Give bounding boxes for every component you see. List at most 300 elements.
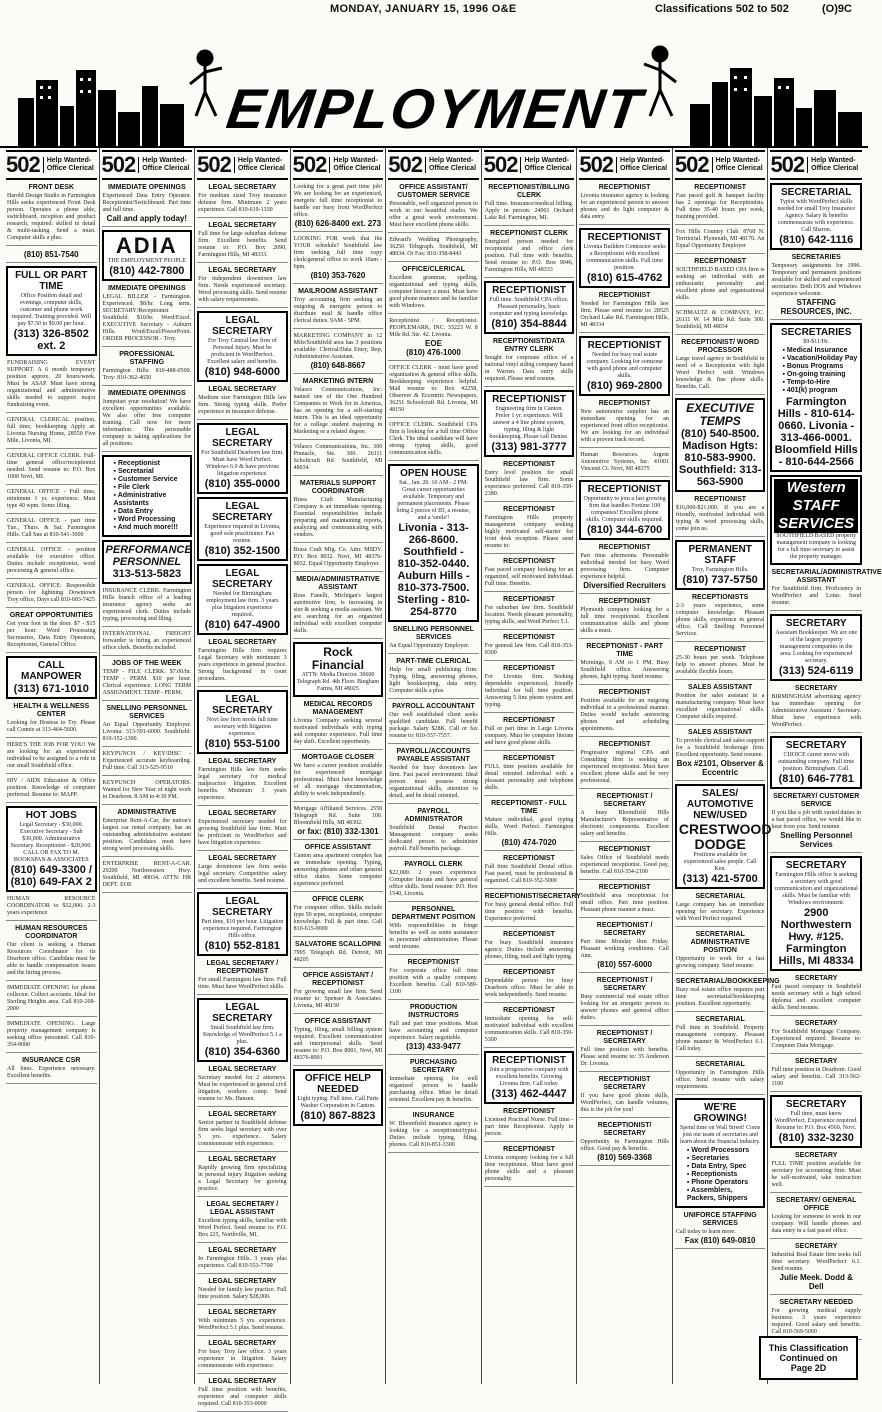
classified-ad — [579, 688, 670, 737]
ad-body: Livonia insurance agency is looking for an experienced person to answer phones and do light computer & data entry. — [580, 193, 669, 220]
ad-title: HOT JOBS — [25, 810, 77, 821]
ad-title: CALL MANPOWER — [20, 660, 82, 682]
ad-title: IMMEDIATE OPENINGS — [107, 285, 186, 292]
ad-title: FRONT DESK — [28, 184, 75, 191]
ad-title: RECEPTIONIST - FULL TIME — [491, 800, 567, 815]
classified-ad — [6, 777, 97, 803]
ad-title: SECRETARIAL — [695, 893, 745, 900]
classified-ad — [6, 1056, 97, 1084]
ad-body: Fast paced company looking for an organized, self motivated individual. Full time. Benefits. — [484, 567, 574, 587]
ad-body: Canton area apartment complex has an immediate opening. Typing, answering phones and other general office duties. Some computer experience preferred. — [293, 853, 383, 887]
ad-body: Immediate opening for well organized person to handle purchasing office. Must be detail oriented. Excellent pay & benefits. — [389, 1076, 478, 1103]
ad-body: Looking for a great part time job! We are looking for an experienced, energetic full time receptionist to handle our busy front WordPerfect office. — [293, 184, 383, 218]
classified-ad — [197, 497, 288, 561]
classified-ad — [197, 1065, 288, 1107]
section-header — [484, 150, 575, 180]
ad-title: UNIFORCE STAFFING SERVICES — [683, 1212, 757, 1227]
ad-title: RECEPTIONIST/DATA ENTRY CLERK — [493, 338, 566, 353]
classified-ad — [197, 998, 288, 1062]
classified-ad — [579, 399, 670, 448]
ad-title: MORTGAGE CLOSER — [301, 754, 375, 761]
ad-title: LEGAL SECRETARY — [208, 222, 277, 229]
classified-ad — [675, 1060, 766, 1095]
ad-title: LEGAL SECRETARY — [212, 427, 273, 449]
ad-phone: (810) 648-8667 — [310, 361, 366, 370]
ad-phone: (810) 354-8844 — [491, 318, 567, 330]
classified-ad — [102, 183, 193, 227]
ad-title: LEGAL SECRETARY — [212, 568, 273, 590]
ad-title: RECEPTIONIST — [503, 461, 555, 468]
ad-title: RECEPTIONIST / SECRETARY — [596, 793, 653, 808]
ad-title: PAYROLL CLERK — [404, 861, 463, 868]
ad-title: OFFICE ASSISTANT — [304, 1018, 372, 1025]
classified-ad — [484, 337, 575, 387]
ad-body: An Equal Opportunity Employer. — [389, 643, 470, 649]
ad-title: LEGAL SECRETARY — [208, 758, 277, 765]
ad-body: Progressive regional CPA and Consulting firm is seeking an experienced receptionist. Must have excellent phone skills and be very professional. — [580, 750, 669, 784]
section-number: 502 — [483, 152, 518, 177]
classified-ad — [293, 479, 384, 543]
continued-line-3: Page 2D — [790, 1363, 827, 1373]
ad-body: Opportunity in Farmington Hills office. Send resume with salary requirements. — [675, 1070, 765, 1090]
classified-ad — [770, 1151, 862, 1193]
classified-ad — [388, 1003, 479, 1055]
ad-title: IMMEDIATE OPENINGS — [107, 184, 186, 191]
ad-body: For busy Southfield insurance agency. Duties include answering phones, filing, mail and light typing. — [484, 940, 574, 960]
classified-ad — [6, 984, 97, 1017]
ad-title: LEGAL SECRETARY — [212, 315, 273, 337]
classified-ad — [579, 597, 670, 639]
ad-body: For Southfield Mortgage Company. Experienced required. Resume to: Computer Data Mortgage. — [771, 1029, 861, 1049]
ad-title: GREAT OPPORTUNITIES — [9, 612, 93, 619]
classified-ad — [579, 845, 670, 880]
classified-ad — [388, 807, 479, 857]
classified-ad — [388, 464, 479, 622]
ad-title: SALES ASSISTANT — [688, 729, 753, 736]
classified-ad — [6, 546, 97, 579]
ad-phone: (810) 354-6360 — [204, 1046, 280, 1058]
classified-ad — [197, 690, 288, 754]
ad-title: LEGAL SECRETARY — [208, 1278, 277, 1285]
classified-ad — [579, 480, 670, 540]
classified-ad — [388, 958, 479, 1000]
ad-phone: (810) 332-3230 — [778, 1132, 854, 1144]
ad-title: RECEPTIONIST/ SECRETARY — [597, 1122, 652, 1137]
classified-ad — [579, 740, 670, 789]
classified-ad — [388, 364, 479, 418]
classified-ad — [770, 1095, 862, 1148]
classified-ad — [484, 390, 575, 457]
classified-ad — [675, 398, 766, 492]
ad-title: RECEPTIONIST/SECRETARY — [484, 893, 581, 900]
company-logo: EXECUTIVE TEMPS — [686, 401, 755, 428]
classified-ad — [6, 741, 97, 774]
classified-ad — [675, 1211, 766, 1249]
classified-ad — [770, 253, 862, 320]
ad-title: RECEPTIONIST/BILLING CLERK — [488, 184, 570, 199]
ad-body: Opportunity in Farmington Hills office. Good pay & benefits. — [580, 1139, 669, 1152]
ad-list-item: ▪ Bonus Programs — [782, 363, 858, 371]
classified-ad — [579, 976, 670, 1026]
ad-body: Ross Fanelli, Michigan's largest automotive firm, is increasing in size & seeking a media assistant. We are searching for an organized individual with excellent computer skills. — [293, 593, 383, 634]
section-label: Help Wanted-Office Clerical — [43, 157, 97, 173]
ad-body: Livonia Company seeking several motivated individuals with typing and computer experience. Full time day shift. Excellent opportunity. — [293, 718, 383, 745]
ad-title: RECEPTIONIST — [598, 741, 651, 748]
ad-body: Southfield Dental Practice Management company seeks dedicated person to administer payroll. Full benefits package. — [389, 825, 478, 852]
ad-body: For suburban law firm. Southfield location. Needs pleasant personality, typing skills, and Word Perfect 5.1. — [484, 605, 574, 625]
ad-body: For busy Troy law office. 3 years experience in litigation. Salary commensurate with experience. — [198, 1349, 287, 1369]
classified-ad — [293, 642, 384, 697]
continued-notice — [759, 1336, 858, 1380]
classified-ad — [770, 323, 862, 472]
ad-list-item: ▪ On-going training — [782, 371, 858, 379]
ad-body: Busy commercial real estate office looking for an energetic person to answer phones and general office duties. — [580, 994, 669, 1021]
classified-ad — [675, 930, 766, 974]
ad-phone: Farmington Hills - 810-614-0660. Livonia - 313-466-0001. Bloomfield Hills - 810-644-2566 — [774, 396, 858, 468]
classified-ad — [102, 750, 193, 776]
classified-ad — [770, 684, 862, 733]
ad-list-item: ▪ Phone Operators — [687, 1179, 762, 1187]
employment-banner — [0, 20, 868, 148]
classified-ad — [6, 452, 97, 485]
ad-phone: (810) 344-6700 — [586, 524, 663, 536]
ad-list-item: ▪ Vacation/Holiday Pay — [782, 355, 858, 363]
ad-extra: Diversified Recruiters — [583, 581, 666, 590]
ad-body: Part time, $10 per hour. Litigation experience required. Farmington Hills office. — [201, 919, 284, 939]
ad-title: PAYROLL/ACCOUNTS PAYABLE ASSISTANT — [396, 748, 471, 763]
section-label: Help Wanted-Office Clerical — [616, 157, 670, 173]
ad-title: LEGAL SECRETARY — [208, 855, 277, 862]
ad-list-item: ▪ Administrative Assistants — [114, 492, 189, 508]
ad-body: FULL TIME position available for secretary for accounting firm. Must be self-motivated, take instruction well. — [771, 1161, 861, 1188]
ad-body: Full time position in Dearborn. Good salary and benefits. Call 313-562-1100 — [771, 1067, 861, 1087]
folio-date: MONDAY, JANUARY 15, 1996 O&E — [330, 3, 517, 15]
classified-ad — [484, 183, 575, 226]
ad-title: SECRETARY — [785, 1099, 847, 1110]
ad-title: SECRETARY/ CUSTOMER SERVICE — [773, 793, 860, 808]
ad-body: Sat., Jan. 20. 10 AM - 2 PM. Great career opportunities available. Temporary and permanent placements. Please bring 2 pieces of ID, a resume, and a 'smile'! — [396, 480, 471, 521]
ad-body: KEYPUNCH / KEY/DISC - Experienced accurate keyboarding. Full time. Call 313-525-9510 — [102, 751, 192, 771]
classified-column — [100, 148, 196, 1384]
classified-ad — [675, 257, 766, 306]
ad-body: Excellent grammar, spelling, organizational and typing skills, computer literacy a must. Must have good phone manners and be familiar with Windows. — [389, 275, 478, 309]
ad-phone: (313) 433-9477 — [406, 1042, 461, 1051]
ad-body: Temporary assignments for 1996. Temporary and permanent positions available for skilled and experienced secretaries. Both DOS and Windows experience welcome. — [771, 263, 861, 297]
ad-title: LEGAL SECRETARY — [208, 184, 277, 191]
classified-ad — [197, 757, 288, 806]
section-number: 502 — [101, 152, 136, 177]
classified-column — [195, 148, 291, 1407]
ad-body: Mornings, 9 AM to 1 PM. Busy Southfield office. Answering phones, light typing. Send resume. — [580, 660, 669, 680]
ad-title: SECRETARY — [795, 685, 838, 692]
classified-ad — [197, 1308, 288, 1336]
ad-body: Mature individual, good typing skills, Word Perfect. Farmington Hills. — [484, 817, 574, 837]
ad-body: Our well established client seeks qualified candidate. Full benefit package. Salary $28K. Call or fax resume to: 810-557-7557. — [389, 712, 478, 739]
classified-ad — [484, 968, 575, 1003]
classified-ad — [579, 883, 670, 918]
classified-ad — [6, 611, 97, 653]
classified-ad — [579, 1029, 670, 1072]
classified-ad — [102, 659, 193, 701]
classified-ad — [197, 1110, 288, 1152]
ad-title: RECEPTIONIST — [407, 959, 460, 966]
classified-ad — [675, 593, 766, 642]
ad-body: Looking for someone to work in our company. Will handle phones and data entry in a fast paced office. — [771, 1214, 861, 1234]
classified-ad — [770, 974, 862, 1016]
classified-ad — [675, 784, 772, 889]
ad-title: LEGAL SECRETARY — [208, 1111, 277, 1118]
ad-body: Large downtown law firm seeks legal secretary. Competitive salary and excellent benefits. Send resume. — [198, 864, 287, 884]
ad-title: PERSONNEL DEPARTMENT POSITION — [391, 906, 476, 921]
ad-body: For Southfield firm. Proficiency in WordPerfect and Lotus. Send resume. — [771, 586, 861, 606]
classified-ad — [388, 317, 479, 361]
classified-ad — [388, 421, 479, 461]
classified-ad — [6, 488, 97, 514]
ad-body: OFFICE CLERK - must have good organization & general office skills. Bookkeeping experience helpful. Mail resume to: Box #2258, Observer & Eccentric Newspapers, 36251 Schoolcraft Rd. Livonia, MI 48150 — [389, 365, 478, 413]
ad-body: Edward's Wedding Photography, 36250 Telegraph. Southfield, MI 48034. Or Fax: 810-358-8443 — [389, 237, 478, 257]
classified-ad — [102, 860, 193, 893]
ad-title: LEGAL SECRETARY — [208, 267, 277, 274]
ad-body: Full time position with benefits. Please send resume to: 35 Anderson Dr. Livonia. — [580, 1047, 669, 1067]
ad-body: GENERAL OFFICE - Full time, minimum 1 yr. experience. Must type 40 wpm. Some filing. — [7, 489, 96, 509]
ad-title: SECRETARIAL/ADMINISTRATIVE ASSISTANT — [771, 569, 882, 584]
ad-title: RECEPTIONIST — [694, 646, 747, 653]
ad-body: Medium size Farmington Hills law firm. Strong typing skills. Prefer experience in insurance defense. — [198, 395, 287, 415]
ad-title: LEGAL SECRETARY — [212, 1002, 273, 1024]
ad-body: Licensed Practical Nurse. Full time - part time Receptionist. Apply in person. — [484, 1117, 574, 1137]
ad-title: FULL OR PART TIME — [15, 270, 88, 292]
ad-body: 7995 Telegraph Rd. Detroit, MI 48205 — [293, 950, 383, 963]
ad-title: SECRETARY/ GENERAL OFFICE — [775, 1197, 857, 1212]
ad-body: To provide clerical and sales support for a Southfield brokerage firm. Excellent opportunity. Send resume. — [675, 738, 765, 758]
ad-body: In Farmington Hills. 3 years plus experience. Call 810-553-7700 — [198, 1256, 287, 1269]
ad-title: HEALTH & WELLNESS CENTER — [13, 703, 90, 718]
ad-body: Brass Craft Mfg. Co. Attn: MSDV. P.O. Box 8032. Novi, MI 48376-8032. Equal Opportunity Employer. — [293, 547, 383, 567]
ad-body: Jumpstart your resolution! We have excellent opportunities available. We also offer free computer training. Call now for more information. This personable company is taking applications for all positions. — [102, 399, 192, 447]
ad-body: For Troy Central law firm of Personal Injury. Must be proficient in WordPerfect. Excellent salary and benefits. — [207, 338, 278, 365]
ad-body: Energized person needed for receptionist and office clerk position. Full time with benefits. Send resume to: P.O. Box 9046, Farmington Hills, MI 48333 — [484, 239, 574, 273]
classified-ad — [388, 657, 479, 699]
ad-body: New automotive supplier has an immediate opening for an experienced front office receptionist. We are looking for an individual with a proven track record. — [580, 409, 669, 443]
ad-title: SNELLING PERSONNEL SERVICES — [106, 705, 188, 720]
classified-column — [768, 148, 882, 1384]
ad-title: RECEPTIONIST — [598, 400, 651, 407]
ad-body: Novi law firm needs full time secretary with litigation experience. — [206, 717, 278, 737]
ad-body: For busy general dental office. Full time position with benefits. Experience preferred. — [484, 902, 574, 922]
ad-body: Experienced Data Entry Operator. Receptionist/Switchboard. Part time and full time. — [102, 193, 192, 213]
ad-body: LOOKING FOR work that fits YOUR schedule? Southfield law firm seeking full time copy clerk/general office to work 10am - 6pm. — [293, 236, 383, 270]
ad-phone: (810) 948-6000 — [204, 366, 280, 378]
classified-ad — [293, 940, 384, 968]
classified-ad — [484, 664, 575, 713]
classified-ad — [293, 805, 384, 840]
classified-ad — [197, 423, 288, 494]
ad-body: Sales Office of Southfield needs experienced receptionist. Good pay, benefits. Call 810-354-2100 — [580, 855, 669, 875]
ad-title: SECRETARY — [795, 1058, 838, 1065]
classified-ad — [484, 557, 575, 592]
ad-body: Full time, must know WordPerfect. Experience required. Resume to: P.O. Box 4560, Novi. — [774, 1111, 858, 1131]
ad-body: Fast paced golf & banquet facility has 2 openings for Receptionists. Full time 35-40 hours per week, training provided. — [675, 193, 765, 220]
ad-title: MATERIALS SUPPORT COORDINATOR — [299, 480, 376, 495]
classified-ad — [388, 747, 479, 804]
classified-ad — [197, 1377, 288, 1412]
company-logo: Rock Financial — [311, 645, 364, 672]
classified-ad — [6, 517, 97, 543]
ad-title: SECRETARY NEEDED — [779, 1299, 853, 1306]
ad-title: RECEPTIONIST — [503, 596, 555, 603]
classified-ad — [102, 350, 193, 386]
ad-body: Position for sales assistant in a manufacturing company. Must have excellent organizational skills. Computer skills required. — [675, 693, 765, 720]
classified-ad — [770, 1196, 862, 1239]
ad-body: Large travel agency in Southfield in need of a Receptionist with light Word Perfect with Windows knowledge & fine phone skills. Benefits. Call. — [675, 356, 765, 390]
ad-title: LEGAL SECRETARY — [212, 694, 273, 716]
ad-body: SCHMALTZ & COMPANY, P.C. 26111 W. 14 Mile Rd. Suite 300. Southfield, MI 48034 — [675, 310, 765, 330]
ad-phone: (810) 352-1500 — [204, 545, 280, 557]
classified-ad — [293, 1069, 384, 1126]
ad-body: With responsibilities in fringe benefits as well as some assistance in personnel administration. Please send resume. — [389, 923, 478, 950]
ad-list-item: ▪ Customer Service — [114, 476, 189, 484]
classified-ad — [675, 728, 766, 781]
ad-body: INSURANCE CLERK. Farmington Hills branch office of a leading insurance agency seeks an experienced clerk. Duties include typing, processing and filing. — [102, 588, 192, 622]
classified-ad — [197, 221, 288, 263]
classified-ad — [388, 1111, 479, 1153]
ad-body: HIV / AIDS Education & Office position. Knowledge of computer preferred. Resume to: MAPP. — [7, 778, 96, 798]
ad-title: SECRETARIAL — [695, 1061, 745, 1068]
ad-title: RECEPTIONIST / SECRETARY — [596, 1030, 653, 1045]
ad-list-item: ▪ Word Processors — [687, 1147, 762, 1155]
ad-body: W. Bloomfield insurance agency is looking for a receptionist/typist. Duties include typing, filing, phones. Call 810-851-3300 — [389, 1121, 478, 1148]
ad-title: OFFICE ASSISTANT/ CUSTOMER SERVICE — [397, 184, 470, 199]
ad-body: THE EMPLOYMENT PEOPLE — [107, 258, 186, 264]
ad-title: INSURANCE — [412, 1112, 455, 1119]
classified-ad — [675, 1015, 766, 1057]
ad-title: RECEPTIONIST — [694, 496, 747, 503]
classified-ad — [293, 287, 384, 329]
ad-title: OFFICE ASSISTANT / RECEPTIONIST — [302, 972, 374, 987]
ad-title: JOBS OF THE WEEK — [112, 660, 182, 667]
classified-ad — [675, 1098, 766, 1208]
ad-title: RECEPTIONIST / SECRETARY — [596, 977, 653, 992]
ad-body: Office Position detail and evenings, computer skills, customer and phone work required. Training provided. Will pay $7.50 to $9.00 per hour. — [11, 293, 92, 327]
ad-body: Personable, well organized person to work in our beautiful studio. We offer a great work environment. Must have excellent phone skills. — [389, 201, 478, 228]
ad-phone: (313) 671-1010 — [13, 683, 89, 695]
classified-ad — [770, 1242, 862, 1295]
ad-list-item: ▪ And much more!!! — [114, 524, 189, 532]
ad-title: RECEPTIONIST — [598, 846, 651, 853]
ad-title: RECEPTIONIST — [598, 884, 651, 891]
ad-phone: (810) 851-7540 — [23, 250, 79, 259]
ad-body: For medium sized Troy insurance defense firm. Minimum 2 years experience. Call 810-619-1330 — [198, 193, 287, 213]
ad-body: Legal Secretary - $30,000. Executive Secretary - Sub $30,000. Administrative Secretary. Receptionist - $20,000. CALL OR FAX TO M. BOOKSPAN & ASSOCIATES — [10, 822, 92, 863]
ad-body: Rapidly growing firm specializing in personal injury litigation seeking a Legal Secretary for growing practice. — [198, 1165, 287, 1192]
classified-ad — [293, 183, 384, 232]
ad-title: RECEPTIONIST / SECRETARY — [596, 922, 653, 937]
classified-ad — [579, 183, 670, 225]
ad-body: Farmington Hills law firm seeks legal secretary for medical malpractice litigation. Excellent benefits. Minimum 3 years experience. — [198, 767, 287, 801]
classified-ad — [102, 455, 193, 537]
ad-title: LEGAL SECRETARY — [208, 1340, 277, 1347]
classified-ad — [197, 854, 288, 889]
classified-ad — [6, 924, 97, 981]
ad-body: Harold Design Studio in Farmington Hills seeks experienced Front Desk person. Operates a phone able, switchboard, reception and product research, required: skilled in detail & multi-tasking. Send a must. Computer skills a plus. — [7, 193, 96, 241]
section-number: 502 — [674, 152, 709, 177]
ad-body: Busy real estate office requires part time secretarial/bookkeeping position. Excellent opportunity. — [675, 987, 765, 1007]
ad-list — [687, 1147, 762, 1203]
section-header — [6, 150, 97, 180]
ad-body: 2-3 years experience, some computer knowledge. Pleasant phone skills, experience in general office. Call Snelling Personnel Services. — [675, 603, 765, 637]
classified-ad — [484, 633, 575, 661]
ad-phone: (810) 569-3368 — [597, 1153, 652, 1162]
classified-ad — [484, 854, 575, 889]
classified-ad — [6, 702, 97, 738]
classified-ad — [197, 959, 288, 995]
ad-body: $9-$11/Hr. — [803, 339, 830, 345]
classified-ad — [579, 291, 670, 333]
ad-body: GENERAL OFFICE - part time Tue., Thurs. & Sat. Farmington Hills. Call Sue at 810-541-3000 — [7, 518, 96, 538]
ad-list-item: ▪ Data Entry, Spec — [687, 1163, 762, 1171]
ad-title: RECEPTIONIST SECRETARY — [598, 1076, 651, 1091]
classified-ad — [6, 249, 97, 263]
ad-title: RECEPTIONIST — [503, 634, 555, 641]
ad-list-item: ▪ Assemblers, Packers, Shippers — [687, 1187, 762, 1203]
ad-title: MEDIA/ADMINISTRATIVE ASSISTANT — [296, 576, 380, 591]
ad-title: PAYROLL ADMINISTRATOR — [404, 808, 463, 823]
ad-body: 25-30 hours per week. Telephone help to answer phones. Must be available flexible hours. — [675, 655, 765, 675]
classified-ad — [675, 645, 766, 680]
classified-ad — [197, 809, 288, 851]
ad-body: LEGAL BILLER - Farmington. Experienced. $8/hr. Long term. SECRETARY/Receptionist - Southfield. $10/hr. Word/Excel. EXECUTIVE Secretary - Auburn Hills. Word/Excel/PowerPoint. ORDER PROCESSOR - Troy. — [102, 294, 192, 342]
ad-body: Spend time on Wall Street! Come join our team of secretaries and learn about the financial industry. — [679, 1125, 761, 1145]
classified-ad — [293, 700, 384, 750]
ad-body: Full and part time positions. Must have accounting and computer experience. Salary negotiable. — [389, 1021, 478, 1041]
section-number: 502 — [197, 152, 231, 177]
classified-ad — [293, 753, 384, 802]
classified-ad — [293, 843, 384, 892]
ad-extra: Snelling Personnel Services — [780, 831, 853, 849]
ad-body: ENTERPRISE RENT-A-CAR. 29200 Northwestern Hwy. Southfield, MI 48034. ATTN: HR DEPT. EOE — [102, 861, 192, 888]
ad-body: Opportunity to join a fast growing firm that handles Fortune 100 companies! Excellent phone skills. Computer skills required. — [583, 496, 666, 523]
ad-title: SALES/ AUTOMOTIVE NEW/USED — [686, 788, 754, 821]
ad-body: Our client is seeking a Human Resources Coordinator for its Dearborn office. Candidate must be able to handle compensation issues and the hiring process. — [7, 942, 96, 976]
ad-title: SALVATORE SCALLOPINI — [295, 941, 381, 948]
classified-ad — [197, 1277, 288, 1305]
ad-phone: (313) 326-8502 ext. 2 — [13, 328, 89, 352]
section-label: Help Wanted-Office Clerical — [138, 157, 192, 173]
ad-title: LEGAL SECRETARY — [212, 896, 273, 918]
ad-phone: (810) 557-6000 — [597, 960, 652, 969]
section-number: 502 — [770, 152, 805, 177]
ad-title: SECRETARY — [795, 1152, 838, 1159]
ad-body: Entry level position for small Southfield law firm. Some experience preferred. Call 810-350-2380. — [484, 470, 574, 497]
classified-ad — [293, 895, 384, 937]
classified-ad — [102, 230, 193, 281]
classified-ad — [6, 183, 97, 246]
ad-list-item: ▪ Secretarial — [114, 468, 189, 476]
ad-body: Fast paced company in Southfield needs secretary with a high school diploma and excellent computer skills. Send resume. — [771, 984, 861, 1011]
ad-title: LEGAL SECRETARY — [208, 1378, 277, 1385]
ad-body: BIRMINGHAM advertising agency has immediate opening for Administrative Assistant / Secretary. Must have experience with WordPerfect. — [771, 694, 861, 728]
ad-title: RECEPTIONIST — [587, 340, 662, 351]
ad-title: OPEN HOUSE — [400, 468, 467, 479]
ad-title: SECRETARY — [795, 975, 838, 982]
ad-list — [114, 460, 189, 532]
ad-title: PERMANENT STAFF — [688, 544, 752, 566]
ad-phone: (313) 462-4447 — [491, 1088, 567, 1100]
ad-body: With minimum 5 yrs. experience. WordPerfect 5.1 plus. Send resume. — [198, 1318, 287, 1331]
ad-title: RECEPTIONIST — [694, 258, 747, 265]
ad-title: OFFICE/CLERICAL — [401, 266, 465, 273]
ad-title: MAILROOM ASSISTANT — [298, 288, 378, 295]
